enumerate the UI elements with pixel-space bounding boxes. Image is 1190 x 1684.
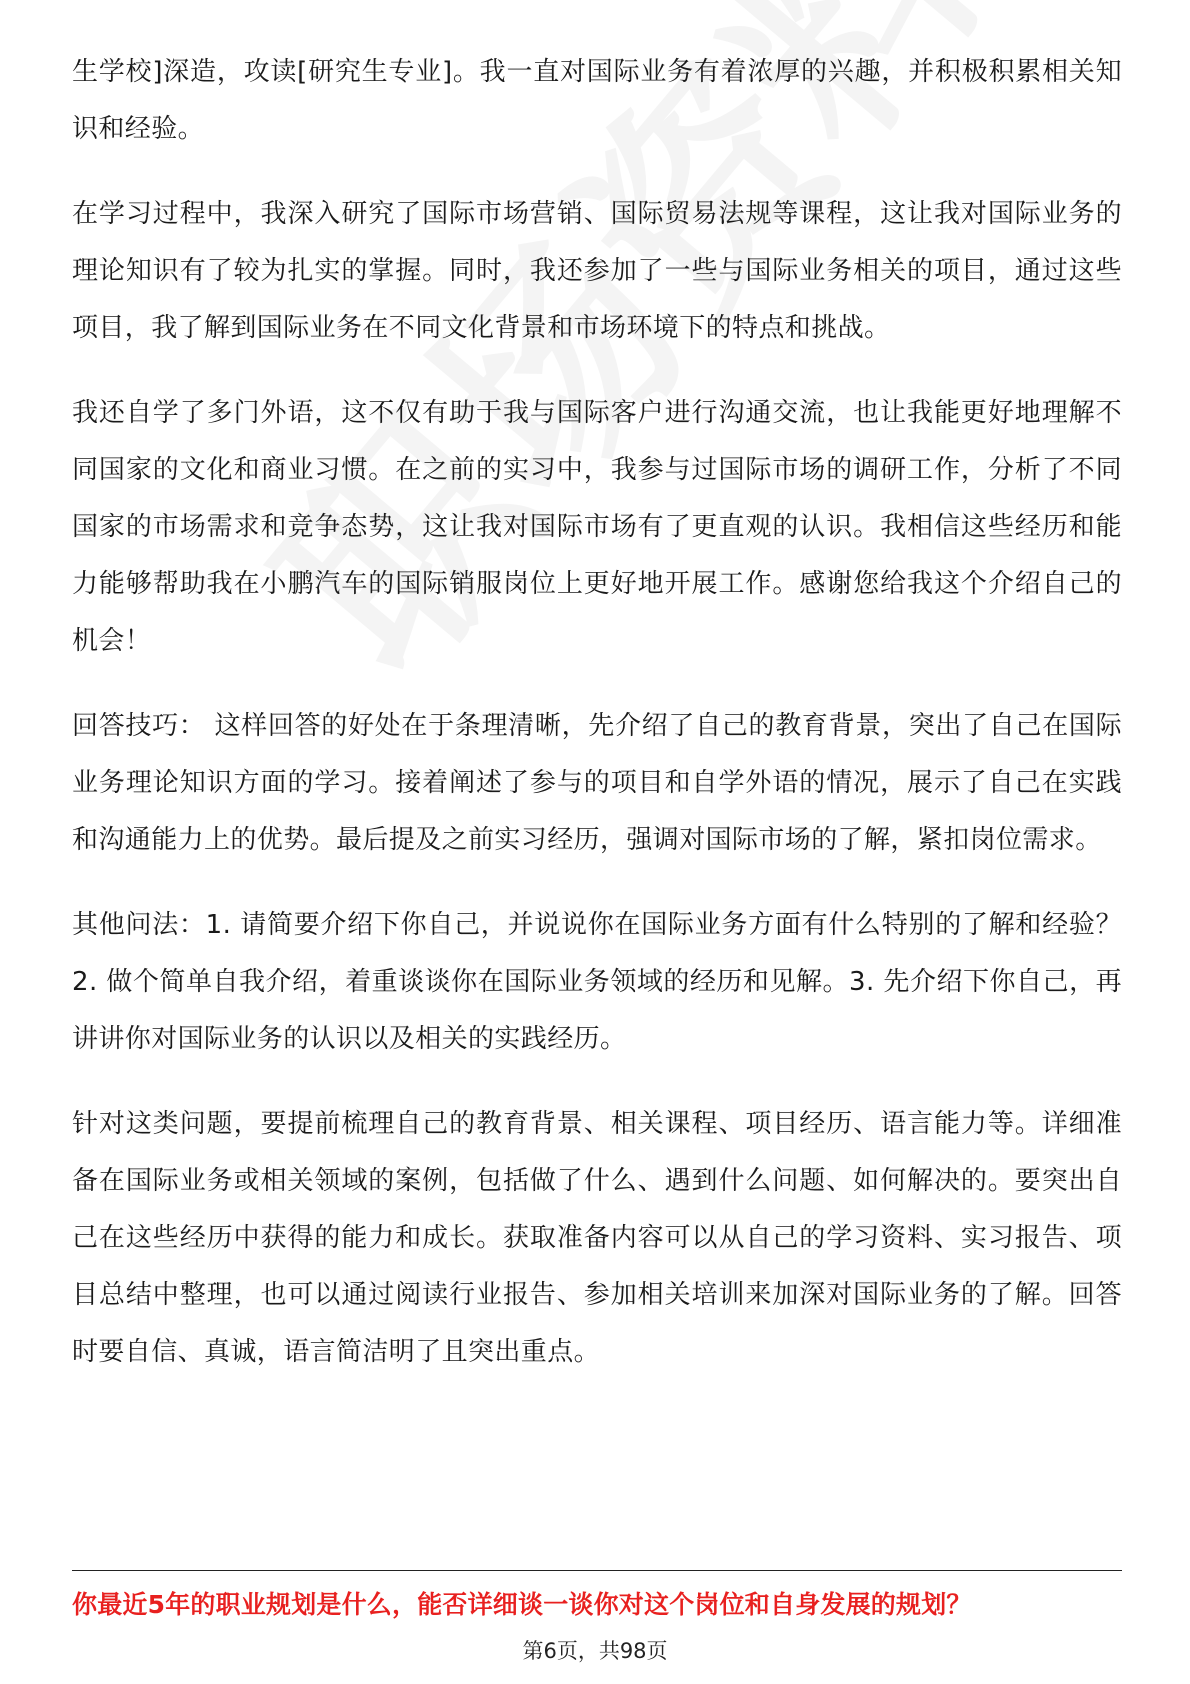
page-number: 第6页，共98页 [522, 1639, 668, 1663]
paragraph-answer-tips: 回答技巧： 这样回答的好处在于条理清晰，先介绍了自己的教育背景，突出了自己在国际业务理论知识方面的学习。接着阐述了参与的项目和自学外语的情况，展示了自己在实践和沟通能力上的优势。最后提及之前实习经历，强调对国际市场的了解，紧扣岗位需求。 [72, 711, 1122, 855]
next-question-heading: 你最近5年的职业规划是什么，能否详细谈一谈你对这个岗位和自身发展的规划？ [72, 1590, 972, 1619]
section-divider [72, 1570, 1122, 1571]
paragraph-languages: 我还自学了多门外语，这不仅有助于我与国际客户进行沟通交流，也让我能更好地理解不同国家的文化和商业习惯。在之前的实习中，我参与过国际市场的调研工作，分析了不同国家的市场需求和竞争态势，这让我对国际市场有了更直观的认识。我相信这些经历和能力能够帮助我在小鹏汽车的国际销服岗位上更好地开展工作。感谢您给我这个介绍自己的机会！ [72, 398, 1122, 656]
paragraph-other-questions: 其他问法：1. 请简要介绍下你自己，并说说你在国际业务方面有什么特别的了解和经验？ 2. 做个简单自我介绍，着重谈谈你在国际业务领域的经历和见解。3. 先介绍下你自己，再讲讲你对国际业务的认识以及相关的实践经历。 [72, 910, 1122, 1054]
body-text [72, 44, 1122, 1409]
paragraph-preparation: 针对这类问题，要提前梳理自己的教育背景、相关课程、项目经历、语言能力等。详细准备在国际业务或相关领域的案例，包括做了什么、遇到什么问题、如何解决的。要突出自己在这些经历中获得的能力和成长。获取准备内容可以从自己的学习资料、实习报告、项目总结中整理，也可以通过阅读行业报告、参加相关培训来加深对国际业务的了解。回答时要自信、真诚，语言简洁明了且突出重点。 [72, 1109, 1122, 1367]
paragraph-education: 生学校]深造，攻读[研究生专业]。我一直对国际业务有着浓厚的兴趣，并积极积累相关知识和经验。 [72, 57, 1122, 144]
paragraph-study: 在学习过程中，我深入研究了国际市场营销、国际贸易法规等课程，这让我对国际业务的理论知识有了较为扎实的掌握。同时，我还参加了一些与国际业务相关的项目，通过这些项目，我了解到国际业务在不同文化背景和市场环境下的特点和挑战。 [72, 199, 1122, 343]
